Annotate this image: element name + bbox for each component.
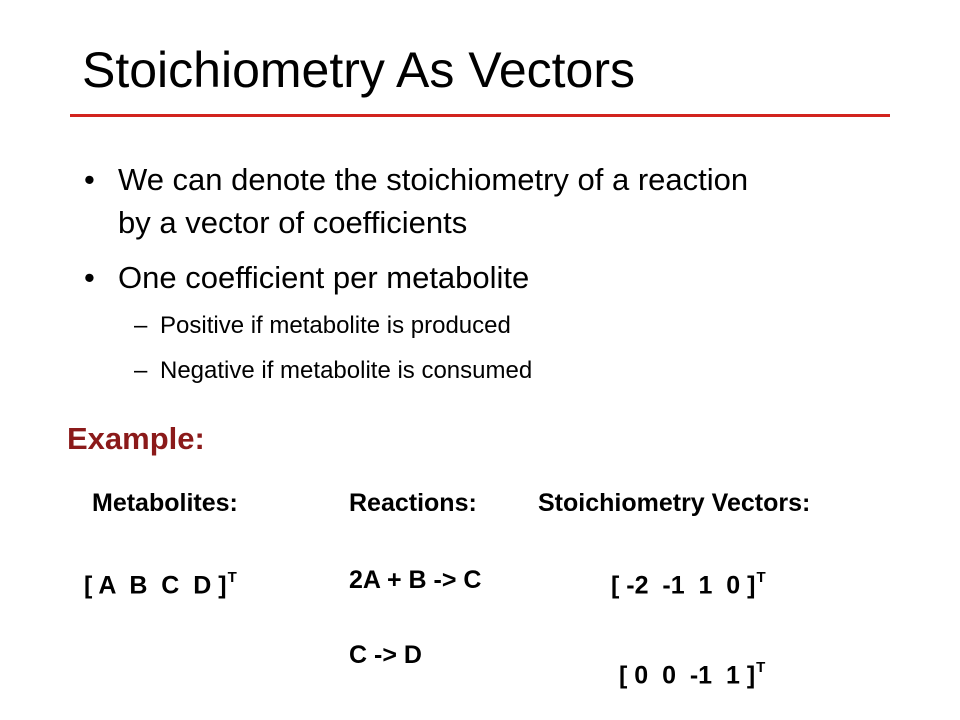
stoichiometry-vector-text: [ 0 0 -1 1 ]	[619, 661, 756, 690]
metabolite-vector	[84, 565, 237, 600]
metabolite-vector-text: [ A B C D ]	[84, 571, 227, 600]
reaction-equation: C -> D	[349, 641, 422, 669]
transpose-superscript: T	[227, 569, 237, 586]
bullet-marker: •	[84, 162, 95, 197]
bullet-text-line: We can denote the stoichiometry of a reaction	[118, 162, 749, 197]
bullet-text-line: One coefficient per metabolite	[118, 260, 530, 295]
stoichiometry-vector-text: [ -2 -1 1 0 ]	[611, 571, 756, 600]
sub-bullet-marker: –	[134, 357, 148, 384]
stoichiometry-vectors-header: Stoichiometry Vectors:	[538, 489, 811, 517]
bullet-text-line: by a vector of coefficients	[118, 205, 468, 240]
stoichiometry-vector	[619, 655, 765, 690]
transpose-superscript: T	[756, 569, 766, 586]
reactions-header: Reactions:	[349, 489, 477, 517]
metabolites-header: Metabolites:	[92, 489, 238, 517]
transpose-superscript: T	[756, 659, 766, 676]
title-underline	[70, 114, 890, 117]
sub-bullet-text: Positive if metabolite is produced	[160, 312, 511, 339]
slide-title: Stoichiometry As Vectors	[82, 42, 636, 98]
reaction-equation: 2A + B -> C	[349, 566, 482, 594]
example-label: Example:	[67, 421, 205, 456]
sub-bullet-text: Negative if metabolite is consumed	[160, 357, 533, 384]
bullet-marker: •	[84, 260, 95, 295]
sub-bullet-marker: –	[134, 312, 148, 339]
stoichiometry-vector	[611, 565, 766, 600]
